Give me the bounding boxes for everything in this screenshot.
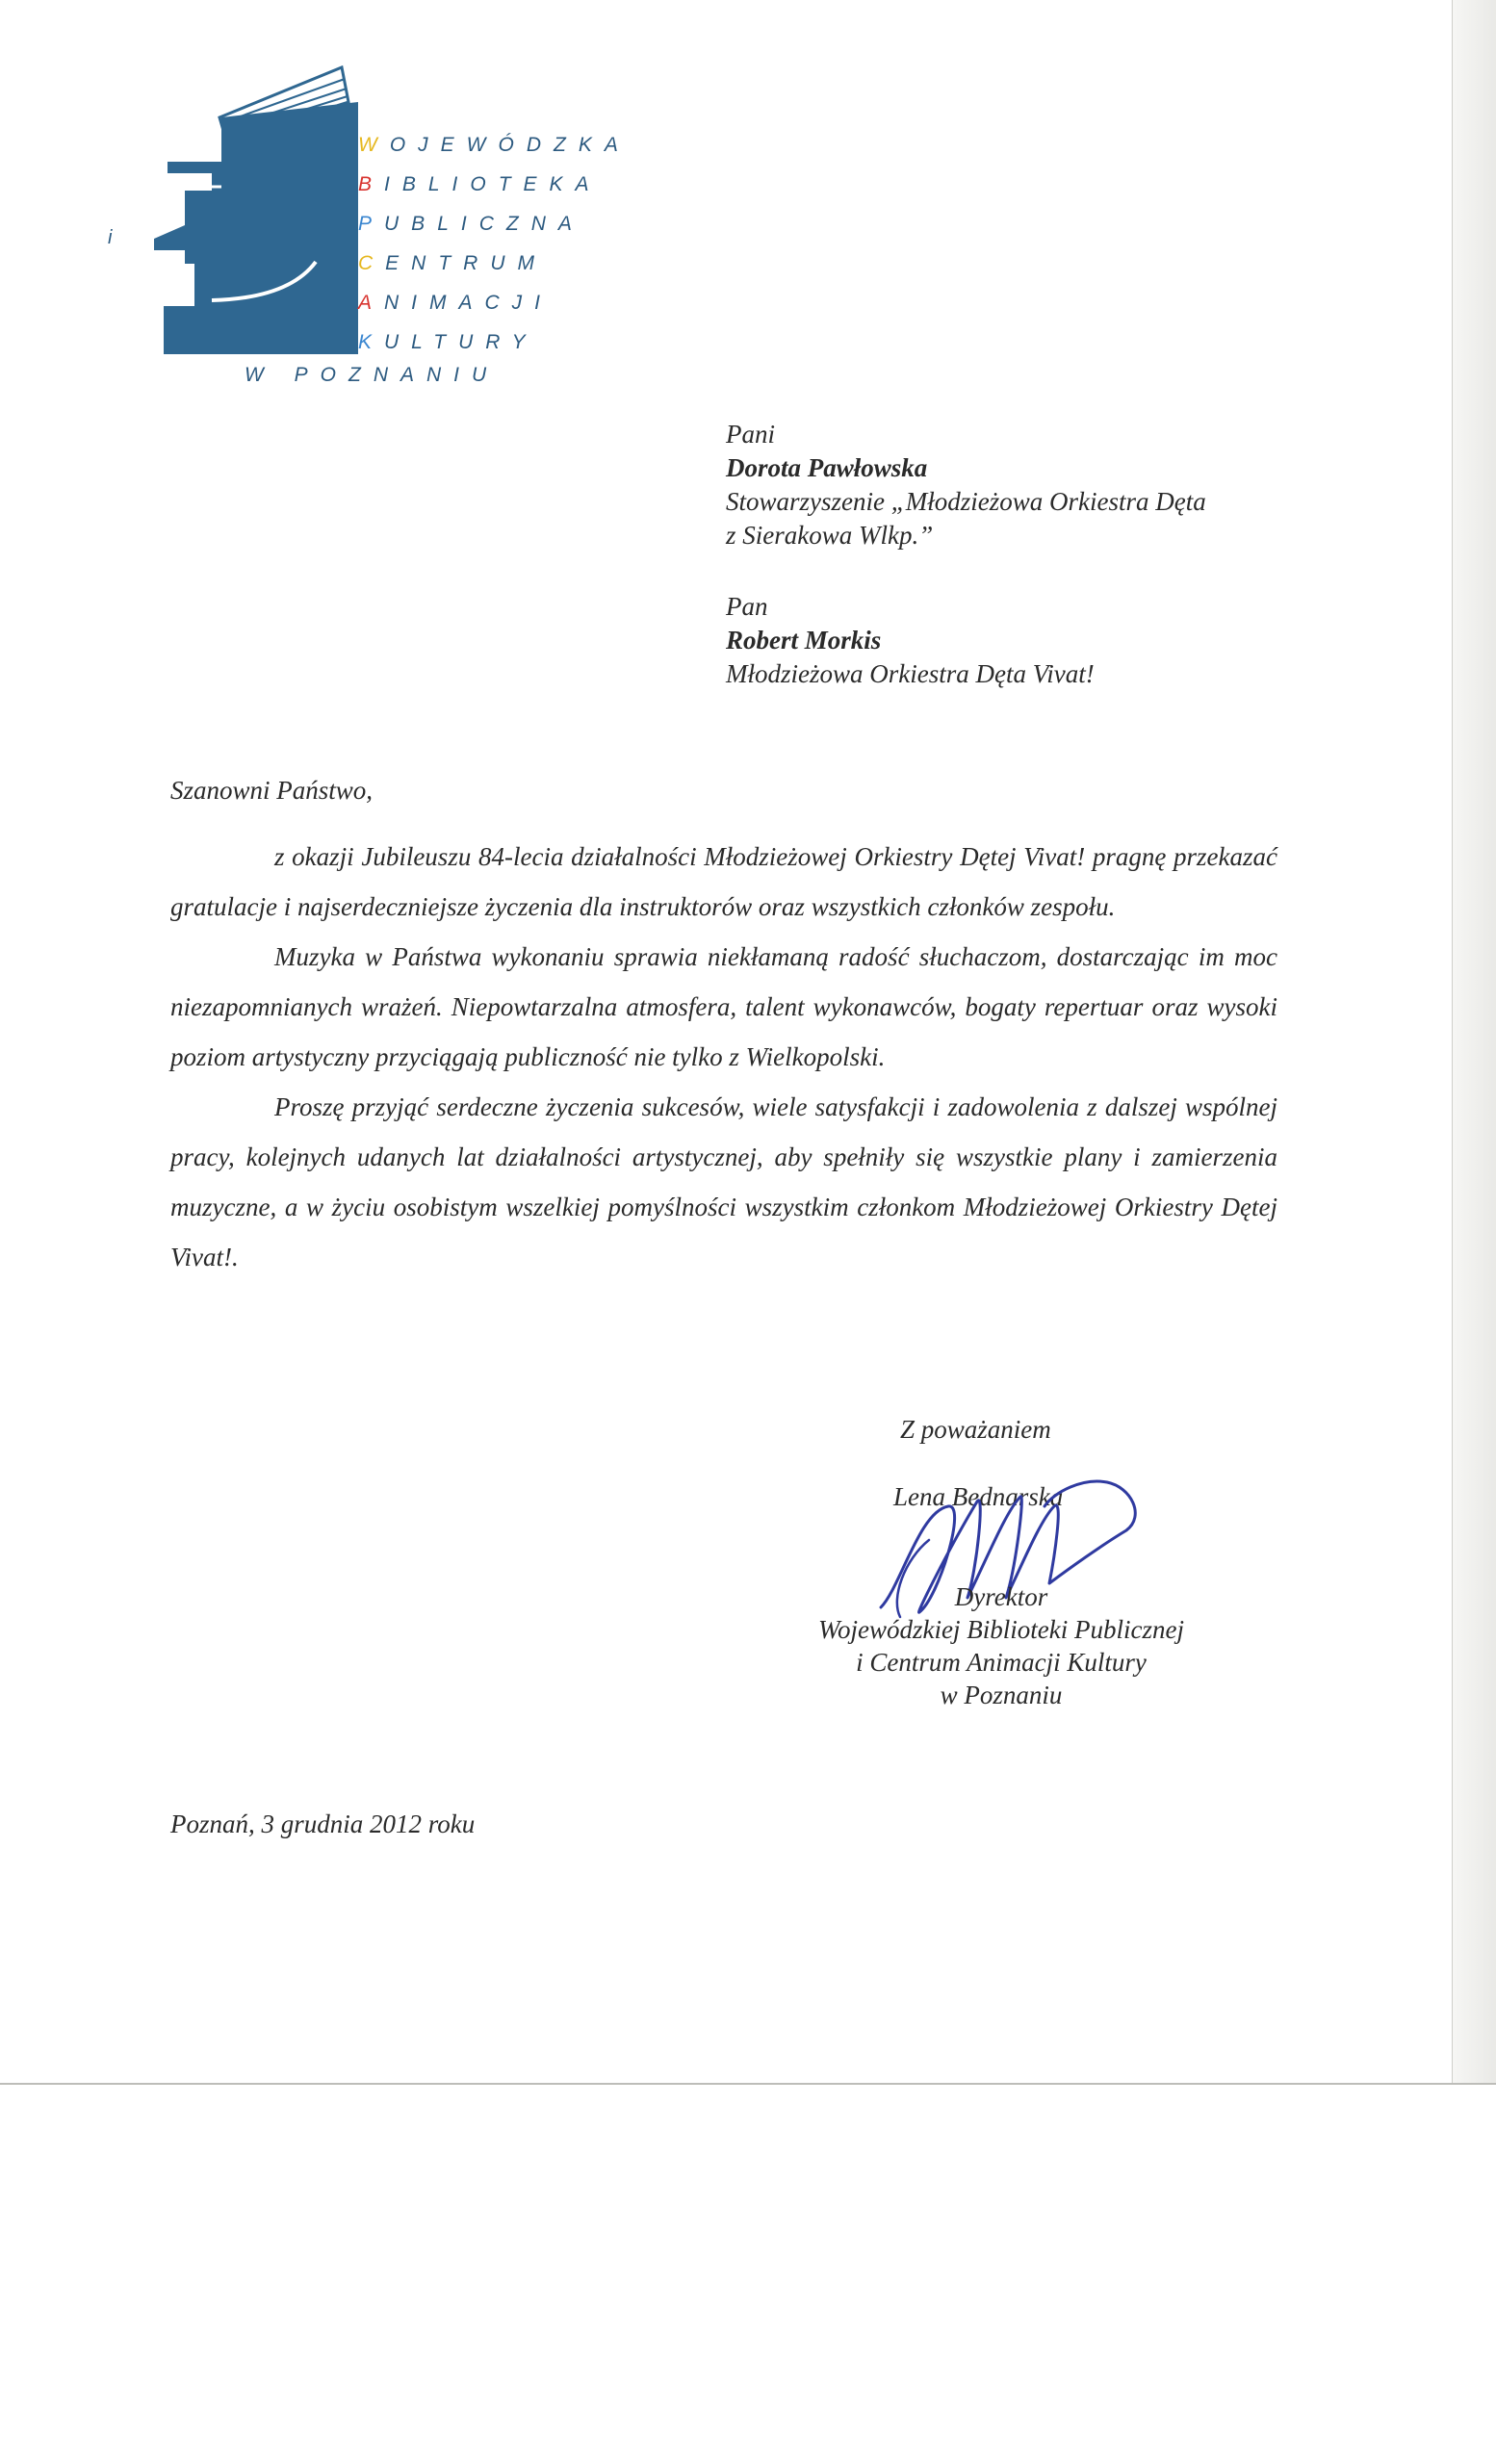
recipient-1 xyxy=(726,418,1206,552)
logo-city: W POZNANIU xyxy=(245,364,500,386)
recipients-block xyxy=(726,418,1206,729)
book-face-logo-icon xyxy=(144,58,366,366)
body-paragraph: Muzyka w Państwa wykonaniu sprawia niekłamaną radość słuchaczom, dostarczając im moc niezapomnianych wrażeń. Niepowtarzalna atmosfera, talent wykonawców, bogaty repertuar oraz wysoki poziom artystyczny przyciągają publiczność nie tylko z Wielkopolski. xyxy=(170,942,1277,1071)
recipient-title: Pan xyxy=(726,592,768,621)
logo-wordmark xyxy=(358,125,631,362)
salutation: Szanowni Państwo, xyxy=(170,776,374,805)
logo-row-publiczna: PUBLICZNA xyxy=(358,213,584,235)
scan-edge-line xyxy=(0,2083,1496,2085)
body-paragraph: Proszę przyjąć serdeczne życzenia sukcesów, wiele satysfakcji i zadowolenia z dalszej wspólnej pracy, kolejnych udanych lat działalności artystycznej, aby spełniły się wszystkie plany i zamierzenia muzyczne, a w życiu osobistym wszelkiej pomyślności wszystkim członkom Młodzieżowej Orkiestry Dętej Vivat!. xyxy=(170,1092,1277,1271)
recipient-title: Pani xyxy=(726,420,775,449)
signer-title-line: i Centrum Animacji Kultury xyxy=(856,1648,1147,1677)
signer-title xyxy=(761,1580,1242,1711)
body-paragraph: z okazji Jubileuszu 84-lecia działalności Młodzieżowej Orkiestry Dętej Vivat! pragnę przekazać gratulacje i najserdeczniejsze życzenia dla instruktorów oraz wszystkich członków zespołu. xyxy=(170,842,1277,921)
scan-edge-shadow xyxy=(1452,0,1496,2084)
letter-body xyxy=(170,832,1277,1282)
logo-row-biblioteka: BIBLIOTEKA xyxy=(358,173,602,195)
signer-title-line: Dyrektor xyxy=(954,1582,1048,1611)
logo-row-kultury: KULTURY xyxy=(358,331,538,353)
recipient-org-line: Młodzieżowa Orkiestra Dęta Vivat! xyxy=(726,659,1095,688)
logo-row-wojewodzka: WOJEWÓDZKA xyxy=(358,134,631,156)
letter-date: Poznań, 3 grudnia 2012 roku xyxy=(170,1810,476,1838)
recipient-2 xyxy=(726,590,1206,691)
signer-title-line: Wojewódzkiej Biblioteki Publicznej xyxy=(818,1615,1184,1644)
recipient-org-line: z Sierakowa Wlkp.” xyxy=(726,521,934,550)
recipient-org-line: Stowarzyszenie „Młodzieżowa Orkiestra Dęta xyxy=(726,487,1206,516)
closing: Z poważaniem xyxy=(900,1415,1051,1444)
recipient-name: Robert Morkis xyxy=(726,626,882,654)
recipient-name: Dorota Pawłowska xyxy=(726,453,928,482)
signer-title-line: w Poznaniu xyxy=(940,1681,1063,1709)
institution-logo xyxy=(108,58,631,404)
logo-conjunction: i xyxy=(108,227,113,248)
logo-row-animacji: ANIMACJI xyxy=(358,292,554,314)
logo-row-centrum: CENTRUM xyxy=(358,252,547,274)
signer-name: Lena Bednarska xyxy=(893,1482,1064,1511)
